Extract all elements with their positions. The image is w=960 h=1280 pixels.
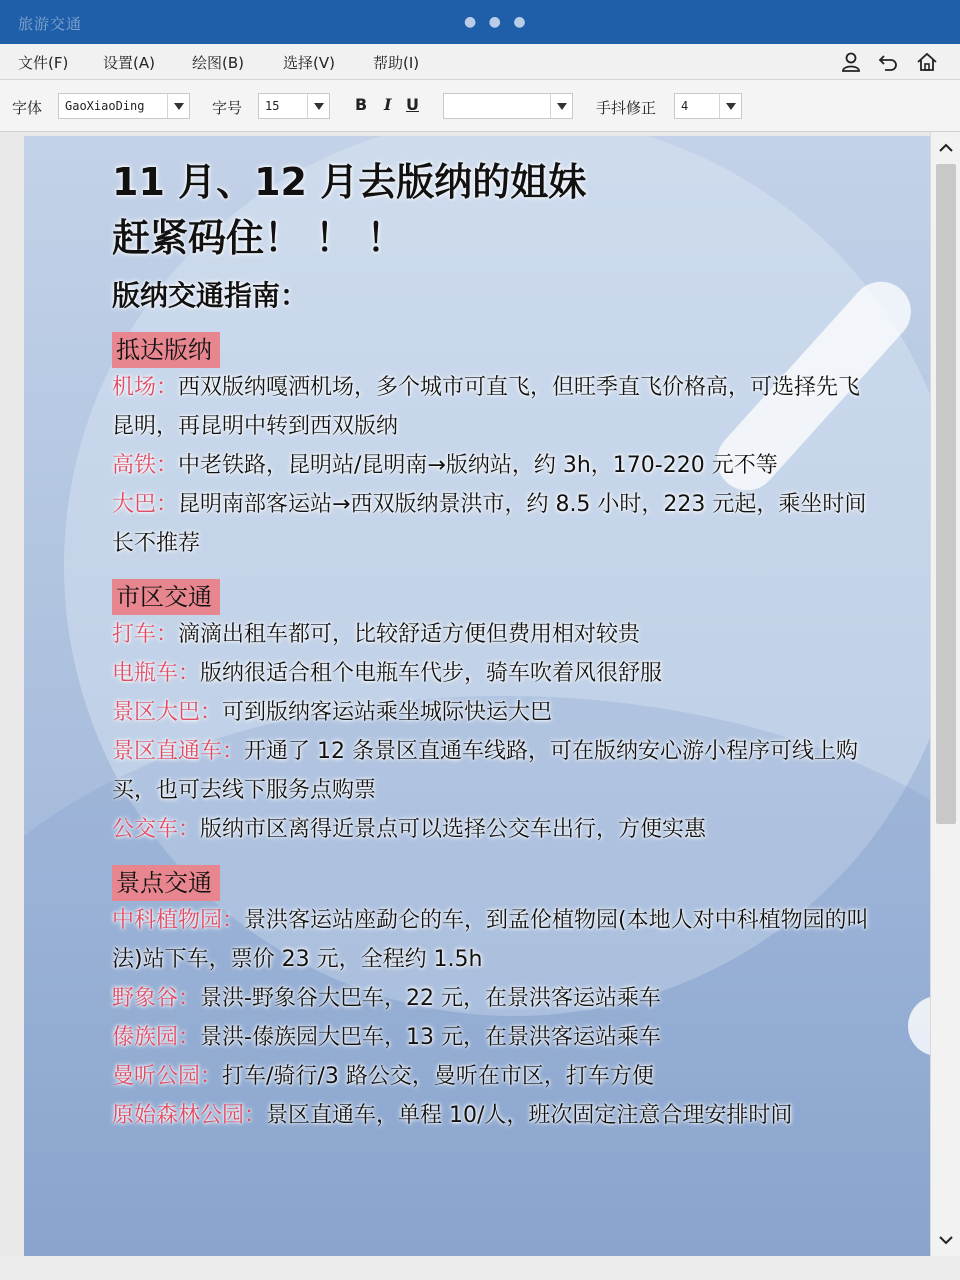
list-item [112, 979, 872, 1018]
item-text: 打车/骑行/3 路公交，曼听在市区，打车方便 [222, 1064, 654, 1089]
item-key: 中科植物园： [112, 908, 245, 933]
item-key: 机场： [112, 375, 179, 400]
list-item [112, 1096, 872, 1135]
list-item [112, 693, 872, 732]
window-title: 旅游交通 [18, 15, 83, 33]
list-item [112, 732, 872, 810]
document-content [112, 154, 872, 1135]
chevron-down-icon[interactable] [307, 94, 329, 118]
jitter-label: 手抖修正 [596, 99, 657, 117]
chevron-up-icon[interactable] [936, 138, 956, 158]
item-key: 原始森林公园： [112, 1103, 267, 1128]
chevron-down-icon[interactable] [550, 94, 572, 118]
chevron-down-icon[interactable] [167, 94, 189, 118]
menu-file[interactable]: 文件(F) [18, 54, 69, 72]
menu-draw[interactable]: 绘图(B) [192, 54, 244, 72]
underline-button[interactable]: U [406, 95, 419, 114]
jitter-select[interactable] [674, 93, 742, 119]
item-text: 景洪-傣族园大巴车，13 元，在景洪客运站乘车 [200, 1025, 661, 1050]
list-item [112, 485, 872, 563]
menu-select[interactable]: 选择(V) [283, 54, 335, 72]
document-page[interactable] [24, 136, 930, 1256]
home-icon[interactable] [916, 51, 938, 73]
item-text: 版纳市区离得近景点可以选择公交车出行，方便实惠 [200, 817, 707, 842]
item-key: 公交车： [112, 817, 201, 842]
item-key: 曼听公园： [112, 1064, 223, 1089]
item-text: 景洪-野象谷大巴车，22 元，在景洪客运站乘车 [200, 986, 661, 1011]
font-label: 字体 [12, 99, 43, 117]
doc-title-line2: 赶紧码住！ ！ ！ [112, 216, 405, 260]
menu-bar [0, 44, 960, 80]
size-label: 字号 [212, 99, 243, 117]
color-select[interactable] [443, 93, 573, 119]
format-toolbar [0, 80, 960, 132]
item-text: 景区直通车，单程 10/人，班次固定注意合理安排时间 [266, 1103, 793, 1128]
italic-button[interactable]: I [384, 95, 392, 114]
item-key: 傣族园： [112, 1025, 201, 1050]
item-key: 高铁： [112, 453, 179, 478]
jitter-select-value: 4 [681, 99, 689, 113]
item-key: 大巴： [112, 492, 179, 517]
list-item [112, 654, 872, 693]
doc-subtitle: 版纳交通指南： [112, 279, 309, 312]
menu-help[interactable]: 帮助(I) [373, 54, 420, 72]
list-item [112, 1057, 872, 1096]
list-item [112, 901, 872, 979]
list-item [112, 615, 872, 654]
item-text: 可到版纳客运站乘坐城际快运大巴 [222, 700, 553, 725]
title-bar [0, 0, 960, 44]
menu-settings[interactable]: 设置(A) [103, 54, 155, 72]
user-icon[interactable] [840, 51, 862, 73]
size-select-value: 15 [265, 99, 280, 113]
item-text: 景洪客运站座勐仑的车，到孟伦植物园(本地人对中科植物园的叫法)站下车，票价 23 元，全程约 1.5h [112, 908, 869, 972]
list-item [112, 446, 872, 485]
canvas-area [0, 132, 960, 1280]
chevron-down-icon[interactable] [936, 1230, 956, 1250]
vertical-scrollbar[interactable] [930, 132, 960, 1256]
item-key: 景区大巴： [112, 700, 223, 725]
item-text: 滴滴出租车都可，比较舒适方便但费用相对较贵 [178, 622, 641, 647]
more-dots-icon[interactable]: ● ● ● [464, 14, 530, 30]
item-text: 开通了 12 条景区直通车线路，可在版纳安心游小程序可线上购买，也可去线下服务点购票 [112, 739, 858, 803]
bold-button[interactable]: B [355, 95, 368, 114]
item-text: 西双版纳嘎洒机场，多个城市可直飞，但旺季直飞价格高，可选择先飞昆明，再昆明中转到西双版纳 [112, 375, 861, 439]
chevron-down-icon[interactable] [719, 94, 741, 118]
list-item [112, 810, 872, 849]
item-key: 电瓶车： [112, 661, 201, 686]
doc-title-line1: 11 月、12 月去版纳的姐妹 [112, 160, 587, 204]
size-select[interactable] [258, 93, 330, 119]
undo-icon[interactable] [877, 51, 899, 73]
font-select-value: GaoXiaoDing [65, 99, 145, 113]
item-text: 昆明南部客运站→西双版纳景洪市，约 8.5 小时，223 元起，乘坐时间长不推荐 [112, 492, 867, 556]
list-item [112, 368, 872, 446]
item-key: 景区直通车： [112, 739, 245, 764]
section-heading: 市区交通 [112, 579, 220, 615]
list-item [112, 1018, 872, 1057]
item-key: 野象谷： [112, 986, 201, 1011]
section-heading: 景点交通 [112, 865, 220, 901]
item-key: 打车： [112, 622, 179, 647]
section-heading: 抵达版纳 [112, 332, 220, 368]
item-text: 版纳很适合租个电瓶车代步，骑车吹着风很舒服 [200, 661, 663, 686]
item-text: 中老铁路，昆明站/昆明南→版纳站，约 3h，170-220 元不等 [178, 453, 778, 478]
font-select[interactable] [58, 93, 190, 119]
scrollbar-thumb[interactable] [936, 164, 956, 824]
status-strip [0, 1256, 960, 1280]
